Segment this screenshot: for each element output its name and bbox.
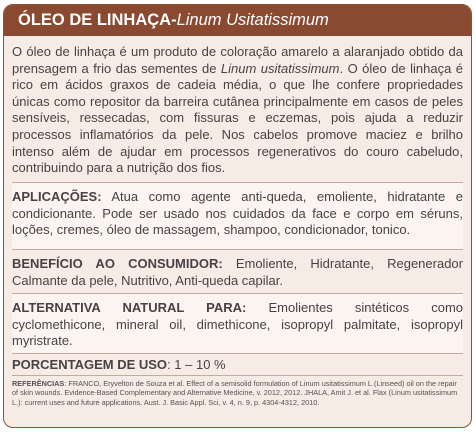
applications-text: Atua como agente anti-queda, emoliente, hidratante e condicionante. Pode ser usado nos cuidados da face e corpo em séruns, loções, cremes, óleo de massagem, shampoo, condicionador, tonico.	[12, 189, 463, 238]
card-header	[4, 5, 471, 36]
description-text-2: . O óleo de linhaça é rico em ácidos graxos de cadeia média, o que lhe confere propriedades únicas como repositor da barreira cutânea principalmente em casos de peles sensíveis, ressecadas, com fissuras e eczemas, pois ajuda a reduzir processos inflamatórios da pele. Nos cabelos promove maciez e brilho intenso além de ajudar em processos regenerativos do couro cabeludo, contribuindo para a nutrição dos fios.	[12, 60, 463, 176]
consumer-benefit-text: Emoliente, Hidratante, Regenerador Calmante da pele, Nutritivo, Anti-queda capilar.	[12, 256, 463, 288]
title-separator: -	[171, 11, 177, 29]
description-text-1: O óleo de linhaça é um produto de coloração amarelo a alaranjado obtido da prensagem a frio das sementes de	[12, 44, 463, 76]
natural-alternative-text: Emolientes sintéticos como cyclomethicone, mineral oil, dimethicone, isopropyl palmitate, isopropyl myristrate.	[12, 300, 464, 349]
natural-alternative-section	[12, 293, 463, 353]
product-title: ÓLEO DE LINHAÇA	[18, 11, 172, 29]
references-label: REFERÊNCIAS	[12, 379, 65, 388]
product-card	[3, 4, 472, 428]
usage-percentage-section	[12, 353, 463, 375]
latin-name: Linum Usitatissimum	[176, 11, 329, 29]
references-text: : FRANCO, Eryvelton de Souza et al. Effect of a semisolid formulation of Linum usitatissimum L.(Linseed) oil on the repair of skin wounds. Evidence-Based Complementary and Alternative Medicine, v. 2012, 2012. JHALA, Amit J. et al. Flax (Linum usitatissimum L.): current uses and future applications. Aust. J. Basic Appl. Sci, v. 4, n. 9, p. 4304-4312, 2010.	[12, 379, 458, 407]
usage-percentage-label: PORCENTAGEM DE USO	[12, 357, 168, 372]
applications-section	[12, 182, 463, 249]
consumer-benefit-label: BENEFÍCIO AO CONSUMIDOR:	[12, 256, 223, 271]
description-latin: Linum usitatissimum	[220, 60, 340, 76]
usage-percentage-text: : 1 – 10 %	[167, 357, 226, 372]
natural-alternative-label: ALTERNATIVA NATURAL PARA:	[12, 300, 247, 315]
references-section	[12, 375, 463, 407]
applications-label: APLICAÇÕES:	[12, 189, 102, 204]
consumer-benefit-section	[12, 249, 463, 293]
description-section	[12, 36, 463, 182]
